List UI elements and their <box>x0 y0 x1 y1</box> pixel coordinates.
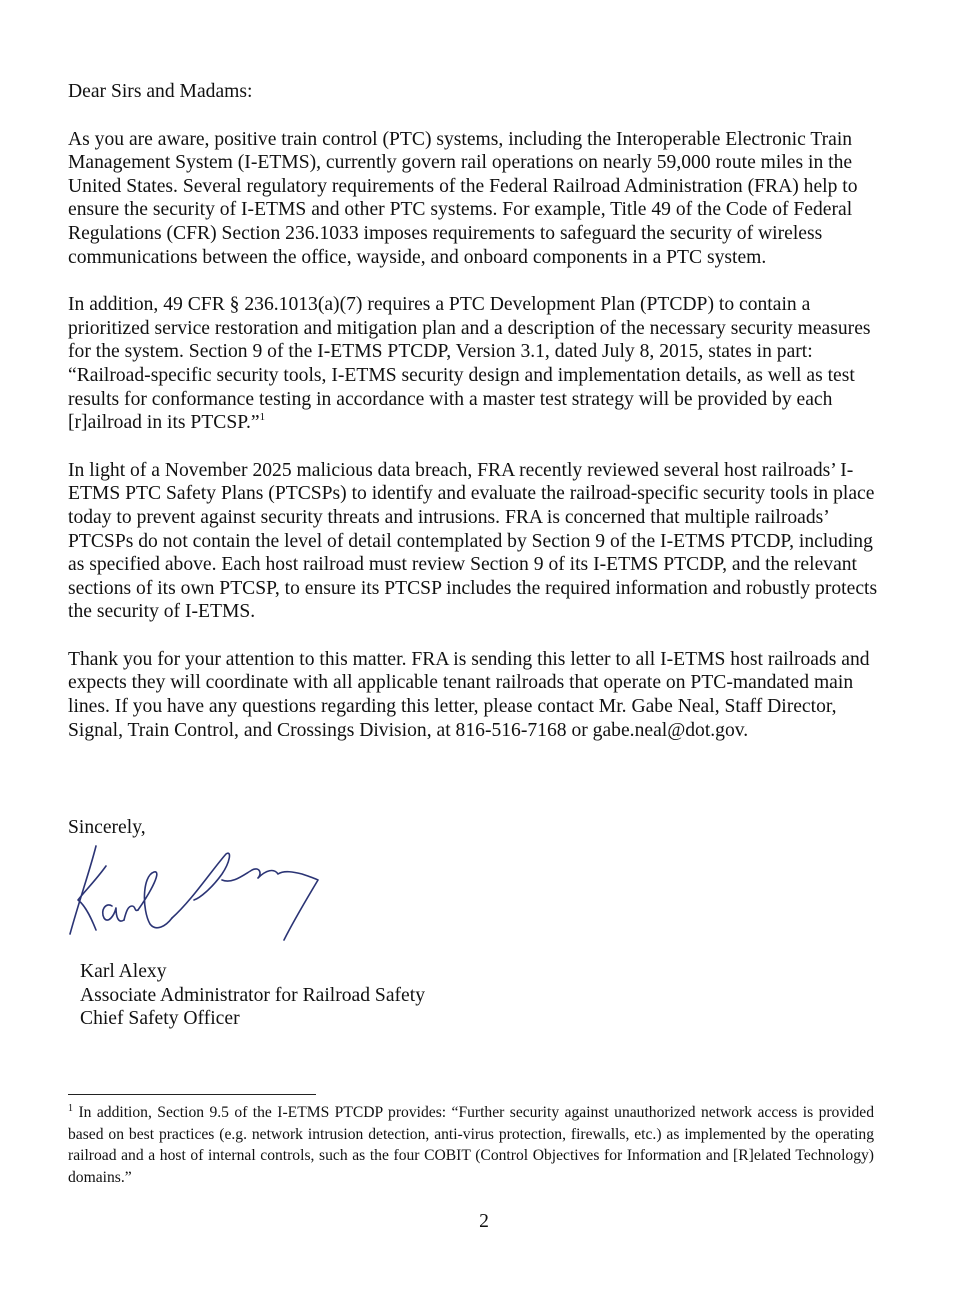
footnote-text: In addition, Section 9.5 of the I-ETMS PTCDP provides: “Further security against unauthorized network access is provided based on best practices (e.g. network intrusion detection, anti-virus protection, firewalls, etc.) as implemented by the operating railroad and a host of internal controls, such as the four COBIT (Control Objectives for Information and [R]elated Technology) domains.” <box>68 1104 875 1187</box>
page-number: 2 <box>479 1211 489 1232</box>
paragraph-1: As you are aware, positive train control (PTC) systems, including the Interoperable Electronic Train Management System (I-ETMS), currently govern rail operations on nearly 59,000 route miles in the United States. Several regulatory requirements of the Federal Railroad Administration (FRA) help to ensure the security of I-ETMS and other PTC systems. For example, Title 49 of the Code of Federal Regulations (CFR) Section 236.1033 imposes requirements to safeguard the security of wireless communications between the office, wayside, and onboard components in a PTC system. <box>68 128 858 268</box>
paragraph-2 <box>68 293 880 435</box>
signer-title: Associate Administrator for Railroad Safety <box>80 984 425 1006</box>
paragraph-2-text: In addition, 49 CFR § 236.1013(a)(7) requires a PTC Development Plan (PTCDP) to contain a prioritized service restoration and mitigation plan and a description of the necessary security measures for the system. Section 9 of the I-ETMS PTCDP, Version 3.1, dated July 8, 2015, states in part: “Railroad-specific security tools, I-ETMS security design and implementation details, as well as test results for conformance testing in accordance with a master test strategy will be provided by each [r]ailroad in its PTCSP.” <box>68 294 871 434</box>
footnote-divider <box>68 1094 316 1095</box>
closing: Sincerely, <box>68 817 146 838</box>
salutation: Dear Sirs and Madams: <box>68 81 253 102</box>
letter-body <box>68 80 880 766</box>
signer-block <box>80 960 425 1031</box>
handwritten-signature <box>62 840 332 950</box>
signer-role: Chief Safety Officer <box>80 1008 240 1030</box>
footnote-marker: 1 <box>68 1103 73 1114</box>
footnote <box>68 1102 874 1189</box>
paragraph-4: Thank you for your attention to this matter. FRA is sending this letter to all I-ETMS host railroads and expects they will coordinate with all applicable tenant railroads that operate on PTC-mandated main lines. If you have any questions regarding this letter, please contact Mr. Gabe Neal, Staff Director, Signal, Train Control, and Crossings Division, at 816-516-7168 or gabe.neal@dot.gov. <box>68 648 870 741</box>
paragraph-3: In light of a November 2025 malicious data breach, FRA recently reviewed several host railroads’ I-ETMS PTC Safety Plans (PTCSPs) to identify and evaluate the railroad-specific security tools in place today to prevent against security threats and intrusions. FRA is concerned that multiple railroads’ PTCSPs do not contain the level of detail contemplated by Section 9 of the I-ETMS PTCDP, including as specified above. Each host railroad must review Section 9 of its I-ETMS PTCDP, and the relevant sections of its own PTCSP, to ensure its PTCSP includes the required information and robustly protects the security of I-ETMS. <box>68 459 878 623</box>
signer-name: Karl Alexy <box>80 961 167 982</box>
footnote-reference: 1 <box>259 411 266 424</box>
